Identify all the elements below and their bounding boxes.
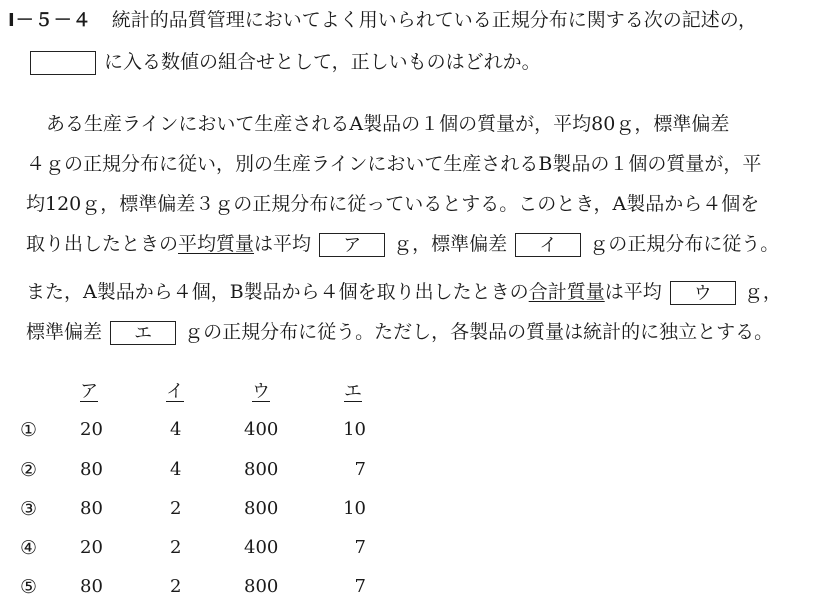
row5-u: 800 — [244, 576, 279, 597]
header-a: ア — [80, 381, 98, 402]
row4-u: 400 — [244, 537, 279, 558]
choice-mark-3[interactable]: ③ — [20, 498, 38, 520]
row4-i: 2 — [170, 537, 182, 558]
question-line-1 — [8, 8, 757, 33]
passage-text: 標準偏差 — [26, 321, 103, 343]
underlined-term-average-mass: 平均質量 — [178, 233, 255, 255]
choice-mark-4[interactable]: ④ — [20, 537, 38, 559]
row2-u: 800 — [244, 459, 279, 480]
passage-text: 均120ｇ，標準偏差３ｇの正規分布に従っているとする。このとき，A製品から４個を — [26, 193, 760, 215]
passage-line-2 — [26, 152, 761, 176]
row4-a: 20 — [80, 537, 103, 558]
row1-u: 400 — [244, 419, 279, 440]
underlined-term-total-mass: 合計質量 — [528, 281, 605, 303]
blank-i: イ — [515, 233, 581, 257]
passage-text: ｇの正規分布に従う。ただし，各製品の質量は統計的に独立とする。 — [184, 321, 774, 343]
passage-text: ４ｇの正規分布に従い，別の生産ラインにおいて生産されるB製品の１個の質量が，平 — [26, 153, 762, 175]
row5-i: 2 — [170, 576, 182, 597]
choice-mark-1[interactable]: ① — [20, 419, 38, 441]
header-u: ウ — [252, 381, 270, 402]
row4-e: 7 — [354, 537, 366, 558]
row3-u: 800 — [244, 498, 279, 519]
choice-mark-2[interactable]: ② — [20, 459, 38, 481]
row3-e: 10 — [343, 498, 366, 519]
row1-e: 10 — [343, 419, 366, 440]
passage-text: は平均 — [254, 233, 312, 255]
passage-text: また，A製品から４個，B製品から４個を取り出したときの — [26, 281, 529, 303]
row5-e: 7 — [354, 576, 366, 597]
blank-a: ア — [319, 233, 385, 257]
row3-a: 80 — [80, 498, 103, 519]
answer-blank-box — [30, 51, 96, 75]
row5-a: 80 — [80, 576, 103, 597]
passage-text: ｇの正規分布に従う。 — [589, 233, 780, 255]
header-e: エ — [344, 381, 362, 402]
passage-line-6 — [26, 320, 773, 345]
row2-a: 80 — [80, 459, 103, 480]
passage-line-4 — [26, 232, 779, 257]
question-text-1: 統計的品質管理においてよく用いられている正規分布に関する次の記述の， — [111, 9, 757, 31]
passage-text: は平均 — [604, 281, 662, 303]
question-line-2 — [28, 50, 541, 75]
passage-text: ｇ， — [743, 281, 782, 303]
header-i: イ — [166, 381, 184, 402]
question-number: Ⅰ－５－４ — [8, 10, 92, 31]
passage-line-3 — [26, 192, 759, 216]
blank-u: ウ — [670, 281, 736, 305]
passage-text: 取り出したときの — [26, 233, 179, 255]
passage-line-1 — [46, 112, 729, 136]
passage-text: ｇ，標準偏差 — [393, 233, 508, 255]
passage-line-5 — [26, 280, 782, 305]
row2-e: 7 — [354, 459, 366, 480]
row1-a: 20 — [80, 419, 103, 440]
question-text-2: に入る数値の組合せとして，正しいものはどれか。 — [104, 51, 541, 73]
blank-e: エ — [110, 321, 176, 345]
row2-i: 4 — [170, 459, 182, 480]
choice-mark-5[interactable]: ⑤ — [20, 576, 38, 598]
row1-i: 4 — [170, 419, 182, 440]
passage-text: ある生産ラインにおいて生産されるA製品の１個の質量が，平均80ｇ，標準偏差 — [46, 113, 730, 135]
row3-i: 2 — [170, 498, 182, 519]
